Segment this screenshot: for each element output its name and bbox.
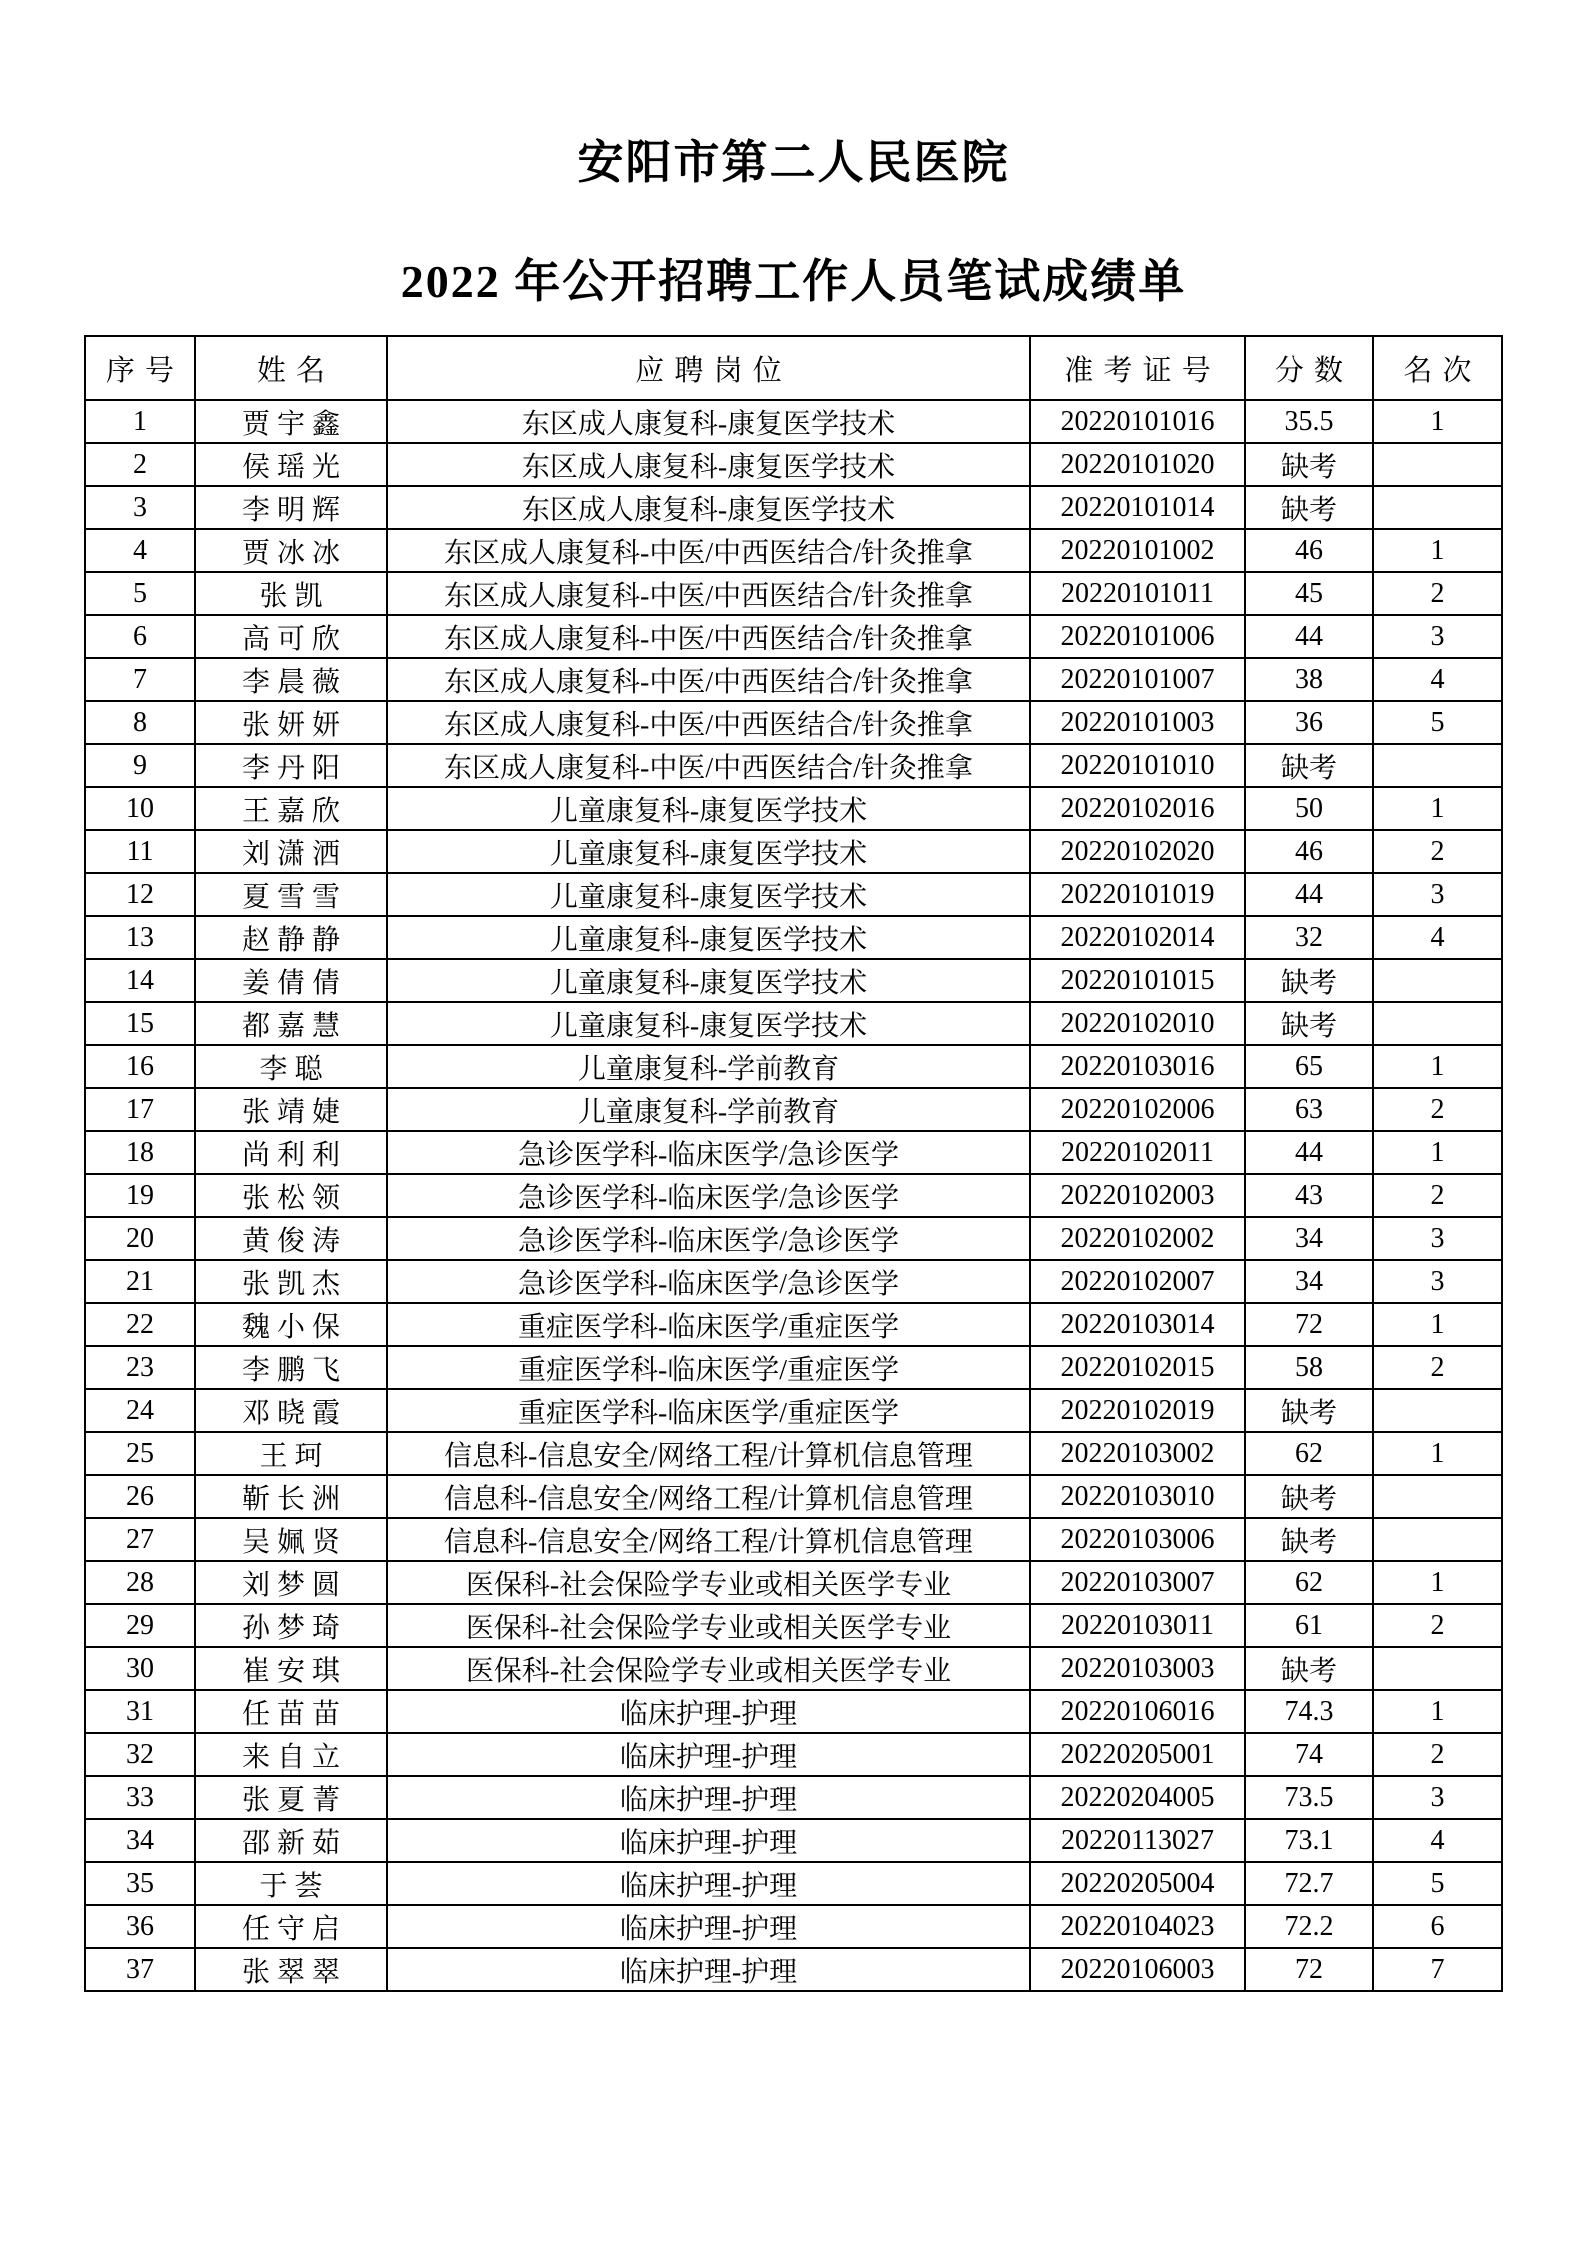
cell-name: 黄俊涛 xyxy=(195,1217,387,1260)
cell-ticket: 20220205004 xyxy=(1030,1862,1245,1905)
cell-ticket: 20220101007 xyxy=(1030,658,1245,701)
cell-ticket: 20220101019 xyxy=(1030,873,1245,916)
cell-rank: 2 xyxy=(1373,1174,1502,1217)
cell-score: 72 xyxy=(1245,1948,1373,1991)
cell-name: 高可欣 xyxy=(195,615,387,658)
cell-score: 73.5 xyxy=(1245,1776,1373,1819)
table-row xyxy=(85,1303,1502,1346)
cell-no: 2 xyxy=(85,443,195,486)
cell-no: 34 xyxy=(85,1819,195,1862)
table-row xyxy=(85,1604,1502,1647)
cell-position: 临床护理-护理 xyxy=(387,1776,1030,1819)
table-row xyxy=(85,572,1502,615)
cell-name: 张翠翠 xyxy=(195,1948,387,1991)
cell-name: 李聪 xyxy=(195,1045,387,1088)
table-row xyxy=(85,1260,1502,1303)
cell-score: 46 xyxy=(1245,529,1373,572)
table-row xyxy=(85,701,1502,744)
cell-rank: 5 xyxy=(1373,701,1502,744)
cell-ticket: 20220113027 xyxy=(1030,1819,1245,1862)
cell-score: 62 xyxy=(1245,1561,1373,1604)
column-header-score: 分数 xyxy=(1245,336,1373,400)
cell-no: 10 xyxy=(85,787,195,830)
cell-position: 东区成人康复科-中医/中西医结合/针灸推拿 xyxy=(387,615,1030,658)
table-row xyxy=(85,830,1502,873)
cell-ticket: 20220102002 xyxy=(1030,1217,1245,1260)
cell-rank: 1 xyxy=(1373,1303,1502,1346)
cell-position: 重症医学科-临床医学/重症医学 xyxy=(387,1346,1030,1389)
cell-position: 儿童康复科-学前教育 xyxy=(387,1045,1030,1088)
table-row xyxy=(85,400,1502,443)
column-header-ticket: 准考证号 xyxy=(1030,336,1245,400)
cell-ticket: 20220101010 xyxy=(1030,744,1245,787)
cell-name: 李丹阳 xyxy=(195,744,387,787)
cell-score: 46 xyxy=(1245,830,1373,873)
cell-score: 44 xyxy=(1245,873,1373,916)
cell-score: 62 xyxy=(1245,1432,1373,1475)
cell-rank: 4 xyxy=(1373,658,1502,701)
cell-score: 32 xyxy=(1245,916,1373,959)
cell-name: 贾冰冰 xyxy=(195,529,387,572)
cell-no: 32 xyxy=(85,1733,195,1776)
cell-rank xyxy=(1373,744,1502,787)
cell-rank: 3 xyxy=(1373,1260,1502,1303)
cell-name: 李晨薇 xyxy=(195,658,387,701)
table-row xyxy=(85,486,1502,529)
cell-name: 张妍妍 xyxy=(195,701,387,744)
cell-no: 11 xyxy=(85,830,195,873)
table-row xyxy=(85,1174,1502,1217)
cell-name: 王珂 xyxy=(195,1432,387,1475)
cell-ticket: 20220106016 xyxy=(1030,1690,1245,1733)
cell-position: 临床护理-护理 xyxy=(387,1819,1030,1862)
cell-ticket: 20220101002 xyxy=(1030,529,1245,572)
table-row xyxy=(85,443,1502,486)
cell-ticket: 20220101006 xyxy=(1030,615,1245,658)
cell-position: 东区成人康复科-中医/中西医结合/针灸推拿 xyxy=(387,701,1030,744)
cell-rank: 7 xyxy=(1373,1948,1502,1991)
cell-position: 临床护理-护理 xyxy=(387,1905,1030,1948)
cell-no: 15 xyxy=(85,1002,195,1045)
cell-ticket: 20220102014 xyxy=(1030,916,1245,959)
cell-name: 李明辉 xyxy=(195,486,387,529)
cell-ticket: 20220102007 xyxy=(1030,1260,1245,1303)
cell-ticket: 20220102011 xyxy=(1030,1131,1245,1174)
table-row xyxy=(85,1647,1502,1690)
cell-score: 44 xyxy=(1245,615,1373,658)
cell-rank: 2 xyxy=(1373,1088,1502,1131)
cell-position: 儿童康复科-康复医学技术 xyxy=(387,959,1030,1002)
cell-name: 都嘉慧 xyxy=(195,1002,387,1045)
cell-ticket: 20220102010 xyxy=(1030,1002,1245,1045)
cell-score: 缺考 xyxy=(1245,1389,1373,1432)
cell-ticket: 20220106003 xyxy=(1030,1948,1245,1991)
cell-ticket: 20220103016 xyxy=(1030,1045,1245,1088)
column-header-no: 序号 xyxy=(85,336,195,400)
table-row xyxy=(85,1389,1502,1432)
cell-ticket: 20220205001 xyxy=(1030,1733,1245,1776)
cell-ticket: 20220102006 xyxy=(1030,1088,1245,1131)
cell-ticket: 20220103003 xyxy=(1030,1647,1245,1690)
cell-ticket: 20220103014 xyxy=(1030,1303,1245,1346)
cell-position: 临床护理-护理 xyxy=(387,1862,1030,1905)
cell-rank xyxy=(1373,959,1502,1002)
cell-name: 于荟 xyxy=(195,1862,387,1905)
cell-rank: 1 xyxy=(1373,400,1502,443)
table-row xyxy=(85,744,1502,787)
cell-rank xyxy=(1373,486,1502,529)
cell-score: 61 xyxy=(1245,1604,1373,1647)
cell-no: 9 xyxy=(85,744,195,787)
cell-rank xyxy=(1373,1518,1502,1561)
cell-name: 刘梦圆 xyxy=(195,1561,387,1604)
cell-ticket: 20220103002 xyxy=(1030,1432,1245,1475)
cell-no: 36 xyxy=(85,1905,195,1948)
table-row xyxy=(85,959,1502,1002)
cell-no: 19 xyxy=(85,1174,195,1217)
table-row xyxy=(85,1776,1502,1819)
cell-no: 1 xyxy=(85,400,195,443)
cell-position: 儿童康复科-康复医学技术 xyxy=(387,916,1030,959)
cell-name: 邓晓霞 xyxy=(195,1389,387,1432)
cell-score: 44 xyxy=(1245,1131,1373,1174)
cell-name: 姜倩倩 xyxy=(195,959,387,1002)
cell-score: 缺考 xyxy=(1245,486,1373,529)
cell-ticket: 20220104023 xyxy=(1030,1905,1245,1948)
cell-no: 21 xyxy=(85,1260,195,1303)
cell-score: 45 xyxy=(1245,572,1373,615)
cell-ticket: 20220101016 xyxy=(1030,400,1245,443)
cell-ticket: 20220101003 xyxy=(1030,701,1245,744)
cell-score: 72 xyxy=(1245,1303,1373,1346)
cell-name: 靳长洲 xyxy=(195,1475,387,1518)
cell-ticket: 20220103007 xyxy=(1030,1561,1245,1604)
table-row xyxy=(85,873,1502,916)
cell-position: 东区成人康复科-康复医学技术 xyxy=(387,443,1030,486)
table-row xyxy=(85,1690,1502,1733)
cell-rank: 2 xyxy=(1373,572,1502,615)
cell-name: 夏雪雪 xyxy=(195,873,387,916)
cell-name: 魏小保 xyxy=(195,1303,387,1346)
cell-position: 临床护理-护理 xyxy=(387,1733,1030,1776)
table-body xyxy=(85,400,1502,1991)
cell-ticket: 20220102015 xyxy=(1030,1346,1245,1389)
cell-rank: 3 xyxy=(1373,615,1502,658)
cell-no: 8 xyxy=(85,701,195,744)
cell-rank: 1 xyxy=(1373,529,1502,572)
cell-name: 尚利利 xyxy=(195,1131,387,1174)
cell-ticket: 20220102003 xyxy=(1030,1174,1245,1217)
cell-rank xyxy=(1373,1389,1502,1432)
cell-no: 31 xyxy=(85,1690,195,1733)
cell-ticket: 20220103006 xyxy=(1030,1518,1245,1561)
cell-no: 30 xyxy=(85,1647,195,1690)
cell-position: 儿童康复科-康复医学技术 xyxy=(387,1002,1030,1045)
cell-no: 7 xyxy=(85,658,195,701)
table-row xyxy=(85,1045,1502,1088)
cell-score: 58 xyxy=(1245,1346,1373,1389)
table-row xyxy=(85,1905,1502,1948)
cell-position: 急诊医学科-临床医学/急诊医学 xyxy=(387,1131,1030,1174)
cell-no: 35 xyxy=(85,1862,195,1905)
cell-ticket: 20220102020 xyxy=(1030,830,1245,873)
cell-name: 孙梦琦 xyxy=(195,1604,387,1647)
table-row xyxy=(85,787,1502,830)
column-header-rank: 名次 xyxy=(1373,336,1502,400)
table-row xyxy=(85,1088,1502,1131)
cell-name: 张凯杰 xyxy=(195,1260,387,1303)
cell-position: 重症医学科-临床医学/重症医学 xyxy=(387,1303,1030,1346)
cell-name: 侯瑶光 xyxy=(195,443,387,486)
table-row xyxy=(85,1217,1502,1260)
cell-name: 来自立 xyxy=(195,1733,387,1776)
cell-no: 24 xyxy=(85,1389,195,1432)
cell-position: 信息科-信息安全/网络工程/计算机信息管理 xyxy=(387,1432,1030,1475)
cell-position: 医保科-社会保险学专业或相关医学专业 xyxy=(387,1647,1030,1690)
cell-position: 重症医学科-临床医学/重症医学 xyxy=(387,1389,1030,1432)
cell-position: 临床护理-护理 xyxy=(387,1948,1030,1991)
table-row xyxy=(85,1819,1502,1862)
table-row xyxy=(85,1948,1502,1991)
cell-no: 28 xyxy=(85,1561,195,1604)
cell-score: 34 xyxy=(1245,1217,1373,1260)
cell-position: 急诊医学科-临床医学/急诊医学 xyxy=(387,1174,1030,1217)
cell-position: 医保科-社会保险学专业或相关医学专业 xyxy=(387,1561,1030,1604)
cell-rank: 1 xyxy=(1373,1690,1502,1733)
cell-name: 任苗苗 xyxy=(195,1690,387,1733)
cell-position: 东区成人康复科-中医/中西医结合/针灸推拿 xyxy=(387,572,1030,615)
cell-rank: 2 xyxy=(1373,1346,1502,1389)
cell-ticket: 20220103011 xyxy=(1030,1604,1245,1647)
cell-name: 李鹏飞 xyxy=(195,1346,387,1389)
cell-score: 缺考 xyxy=(1245,1647,1373,1690)
cell-position: 信息科-信息安全/网络工程/计算机信息管理 xyxy=(387,1475,1030,1518)
cell-rank: 1 xyxy=(1373,1045,1502,1088)
cell-ticket: 20220204005 xyxy=(1030,1776,1245,1819)
cell-no: 33 xyxy=(85,1776,195,1819)
cell-position: 东区成人康复科-中医/中西医结合/针灸推拿 xyxy=(387,658,1030,701)
cell-ticket: 20220101015 xyxy=(1030,959,1245,1002)
cell-name: 刘潇洒 xyxy=(195,830,387,873)
column-header-name: 姓名 xyxy=(195,336,387,400)
cell-rank: 3 xyxy=(1373,873,1502,916)
cell-rank: 4 xyxy=(1373,1819,1502,1862)
cell-rank: 3 xyxy=(1373,1776,1502,1819)
table-row xyxy=(85,1862,1502,1905)
header-row xyxy=(85,336,1502,400)
cell-ticket: 20220101014 xyxy=(1030,486,1245,529)
cell-ticket: 20220103010 xyxy=(1030,1475,1245,1518)
cell-ticket: 20220102019 xyxy=(1030,1389,1245,1432)
cell-no: 25 xyxy=(85,1432,195,1475)
cell-no: 22 xyxy=(85,1303,195,1346)
cell-name: 张靖婕 xyxy=(195,1088,387,1131)
cell-score: 72.7 xyxy=(1245,1862,1373,1905)
document-subtitle: 2022 年公开招聘工作人员笔试成绩单 xyxy=(400,255,1187,307)
cell-score: 35.5 xyxy=(1245,400,1373,443)
cell-position: 临床护理-护理 xyxy=(387,1690,1030,1733)
cell-position: 儿童康复科-康复医学技术 xyxy=(387,873,1030,916)
table-row xyxy=(85,615,1502,658)
cell-name: 王嘉欣 xyxy=(195,787,387,830)
cell-position: 儿童康复科-学前教育 xyxy=(387,1088,1030,1131)
cell-position: 东区成人康复科-中医/中西医结合/针灸推拿 xyxy=(387,529,1030,572)
cell-no: 23 xyxy=(85,1346,195,1389)
cell-position: 急诊医学科-临床医学/急诊医学 xyxy=(387,1217,1030,1260)
cell-score: 缺考 xyxy=(1245,1518,1373,1561)
cell-rank xyxy=(1373,1475,1502,1518)
cell-position: 东区成人康复科-康复医学技术 xyxy=(387,486,1030,529)
table-row xyxy=(85,529,1502,572)
table-row xyxy=(85,1561,1502,1604)
table-row xyxy=(85,1733,1502,1776)
cell-no: 26 xyxy=(85,1475,195,1518)
cell-score: 63 xyxy=(1245,1088,1373,1131)
cell-no: 16 xyxy=(85,1045,195,1088)
cell-score: 74.3 xyxy=(1245,1690,1373,1733)
cell-no: 29 xyxy=(85,1604,195,1647)
column-header-position: 应聘岗位 xyxy=(387,336,1030,400)
cell-rank: 4 xyxy=(1373,916,1502,959)
cell-position: 儿童康复科-康复医学技术 xyxy=(387,787,1030,830)
cell-score: 34 xyxy=(1245,1260,1373,1303)
cell-no: 6 xyxy=(85,615,195,658)
cell-rank xyxy=(1373,443,1502,486)
cell-rank xyxy=(1373,1002,1502,1045)
cell-no: 5 xyxy=(85,572,195,615)
cell-no: 13 xyxy=(85,916,195,959)
cell-score: 43 xyxy=(1245,1174,1373,1217)
cell-rank xyxy=(1373,1647,1502,1690)
cell-name: 张凯 xyxy=(195,572,387,615)
table-header xyxy=(85,336,1502,400)
cell-rank: 2 xyxy=(1373,1604,1502,1647)
cell-no: 37 xyxy=(85,1948,195,1991)
cell-rank: 3 xyxy=(1373,1217,1502,1260)
cell-position: 急诊医学科-临床医学/急诊医学 xyxy=(387,1260,1030,1303)
cell-ticket: 20220101011 xyxy=(1030,572,1245,615)
cell-score: 72.2 xyxy=(1245,1905,1373,1948)
table-row xyxy=(85,658,1502,701)
table-row xyxy=(85,1131,1502,1174)
table-row xyxy=(85,1002,1502,1045)
cell-score: 36 xyxy=(1245,701,1373,744)
table-row xyxy=(85,1432,1502,1475)
cell-ticket: 20220102016 xyxy=(1030,787,1245,830)
cell-name: 任守启 xyxy=(195,1905,387,1948)
cell-score: 74 xyxy=(1245,1733,1373,1776)
table-row xyxy=(85,916,1502,959)
cell-position: 东区成人康复科-康复医学技术 xyxy=(387,400,1030,443)
table-row xyxy=(85,1475,1502,1518)
cell-position: 医保科-社会保险学专业或相关医学专业 xyxy=(387,1604,1030,1647)
cell-rank: 1 xyxy=(1373,1561,1502,1604)
cell-rank: 2 xyxy=(1373,1733,1502,1776)
cell-ticket: 20220101020 xyxy=(1030,443,1245,486)
cell-name: 吴姵贤 xyxy=(195,1518,387,1561)
score-table xyxy=(84,335,1503,1992)
cell-name: 贾宇鑫 xyxy=(195,400,387,443)
cell-position: 东区成人康复科-中医/中西医结合/针灸推拿 xyxy=(387,744,1030,787)
cell-name: 张夏菁 xyxy=(195,1776,387,1819)
cell-name: 赵静静 xyxy=(195,916,387,959)
cell-position: 儿童康复科-康复医学技术 xyxy=(387,830,1030,873)
cell-no: 20 xyxy=(85,1217,195,1260)
cell-score: 38 xyxy=(1245,658,1373,701)
cell-score: 73.1 xyxy=(1245,1819,1373,1862)
cell-no: 27 xyxy=(85,1518,195,1561)
cell-rank: 1 xyxy=(1373,1432,1502,1475)
cell-rank: 2 xyxy=(1373,830,1502,873)
cell-no: 14 xyxy=(85,959,195,1002)
cell-position: 信息科-信息安全/网络工程/计算机信息管理 xyxy=(387,1518,1030,1561)
cell-name: 张松领 xyxy=(195,1174,387,1217)
cell-name: 崔安琪 xyxy=(195,1647,387,1690)
cell-score: 缺考 xyxy=(1245,443,1373,486)
cell-score: 缺考 xyxy=(1245,744,1373,787)
cell-rank: 6 xyxy=(1373,1905,1502,1948)
cell-no: 3 xyxy=(85,486,195,529)
table-row xyxy=(85,1518,1502,1561)
document-title: 安阳市第二人民医院 xyxy=(577,137,1010,188)
cell-no: 12 xyxy=(85,873,195,916)
cell-no: 18 xyxy=(85,1131,195,1174)
cell-no: 4 xyxy=(85,529,195,572)
cell-score: 缺考 xyxy=(1245,959,1373,1002)
cell-rank: 1 xyxy=(1373,787,1502,830)
cell-rank: 5 xyxy=(1373,1862,1502,1905)
cell-name: 邵新茹 xyxy=(195,1819,387,1862)
table-row xyxy=(85,1346,1502,1389)
cell-no: 17 xyxy=(85,1088,195,1131)
cell-score: 50 xyxy=(1245,787,1373,830)
cell-score: 缺考 xyxy=(1245,1475,1373,1518)
cell-score: 缺考 xyxy=(1245,1002,1373,1045)
cell-score: 65 xyxy=(1245,1045,1373,1088)
cell-rank: 1 xyxy=(1373,1131,1502,1174)
